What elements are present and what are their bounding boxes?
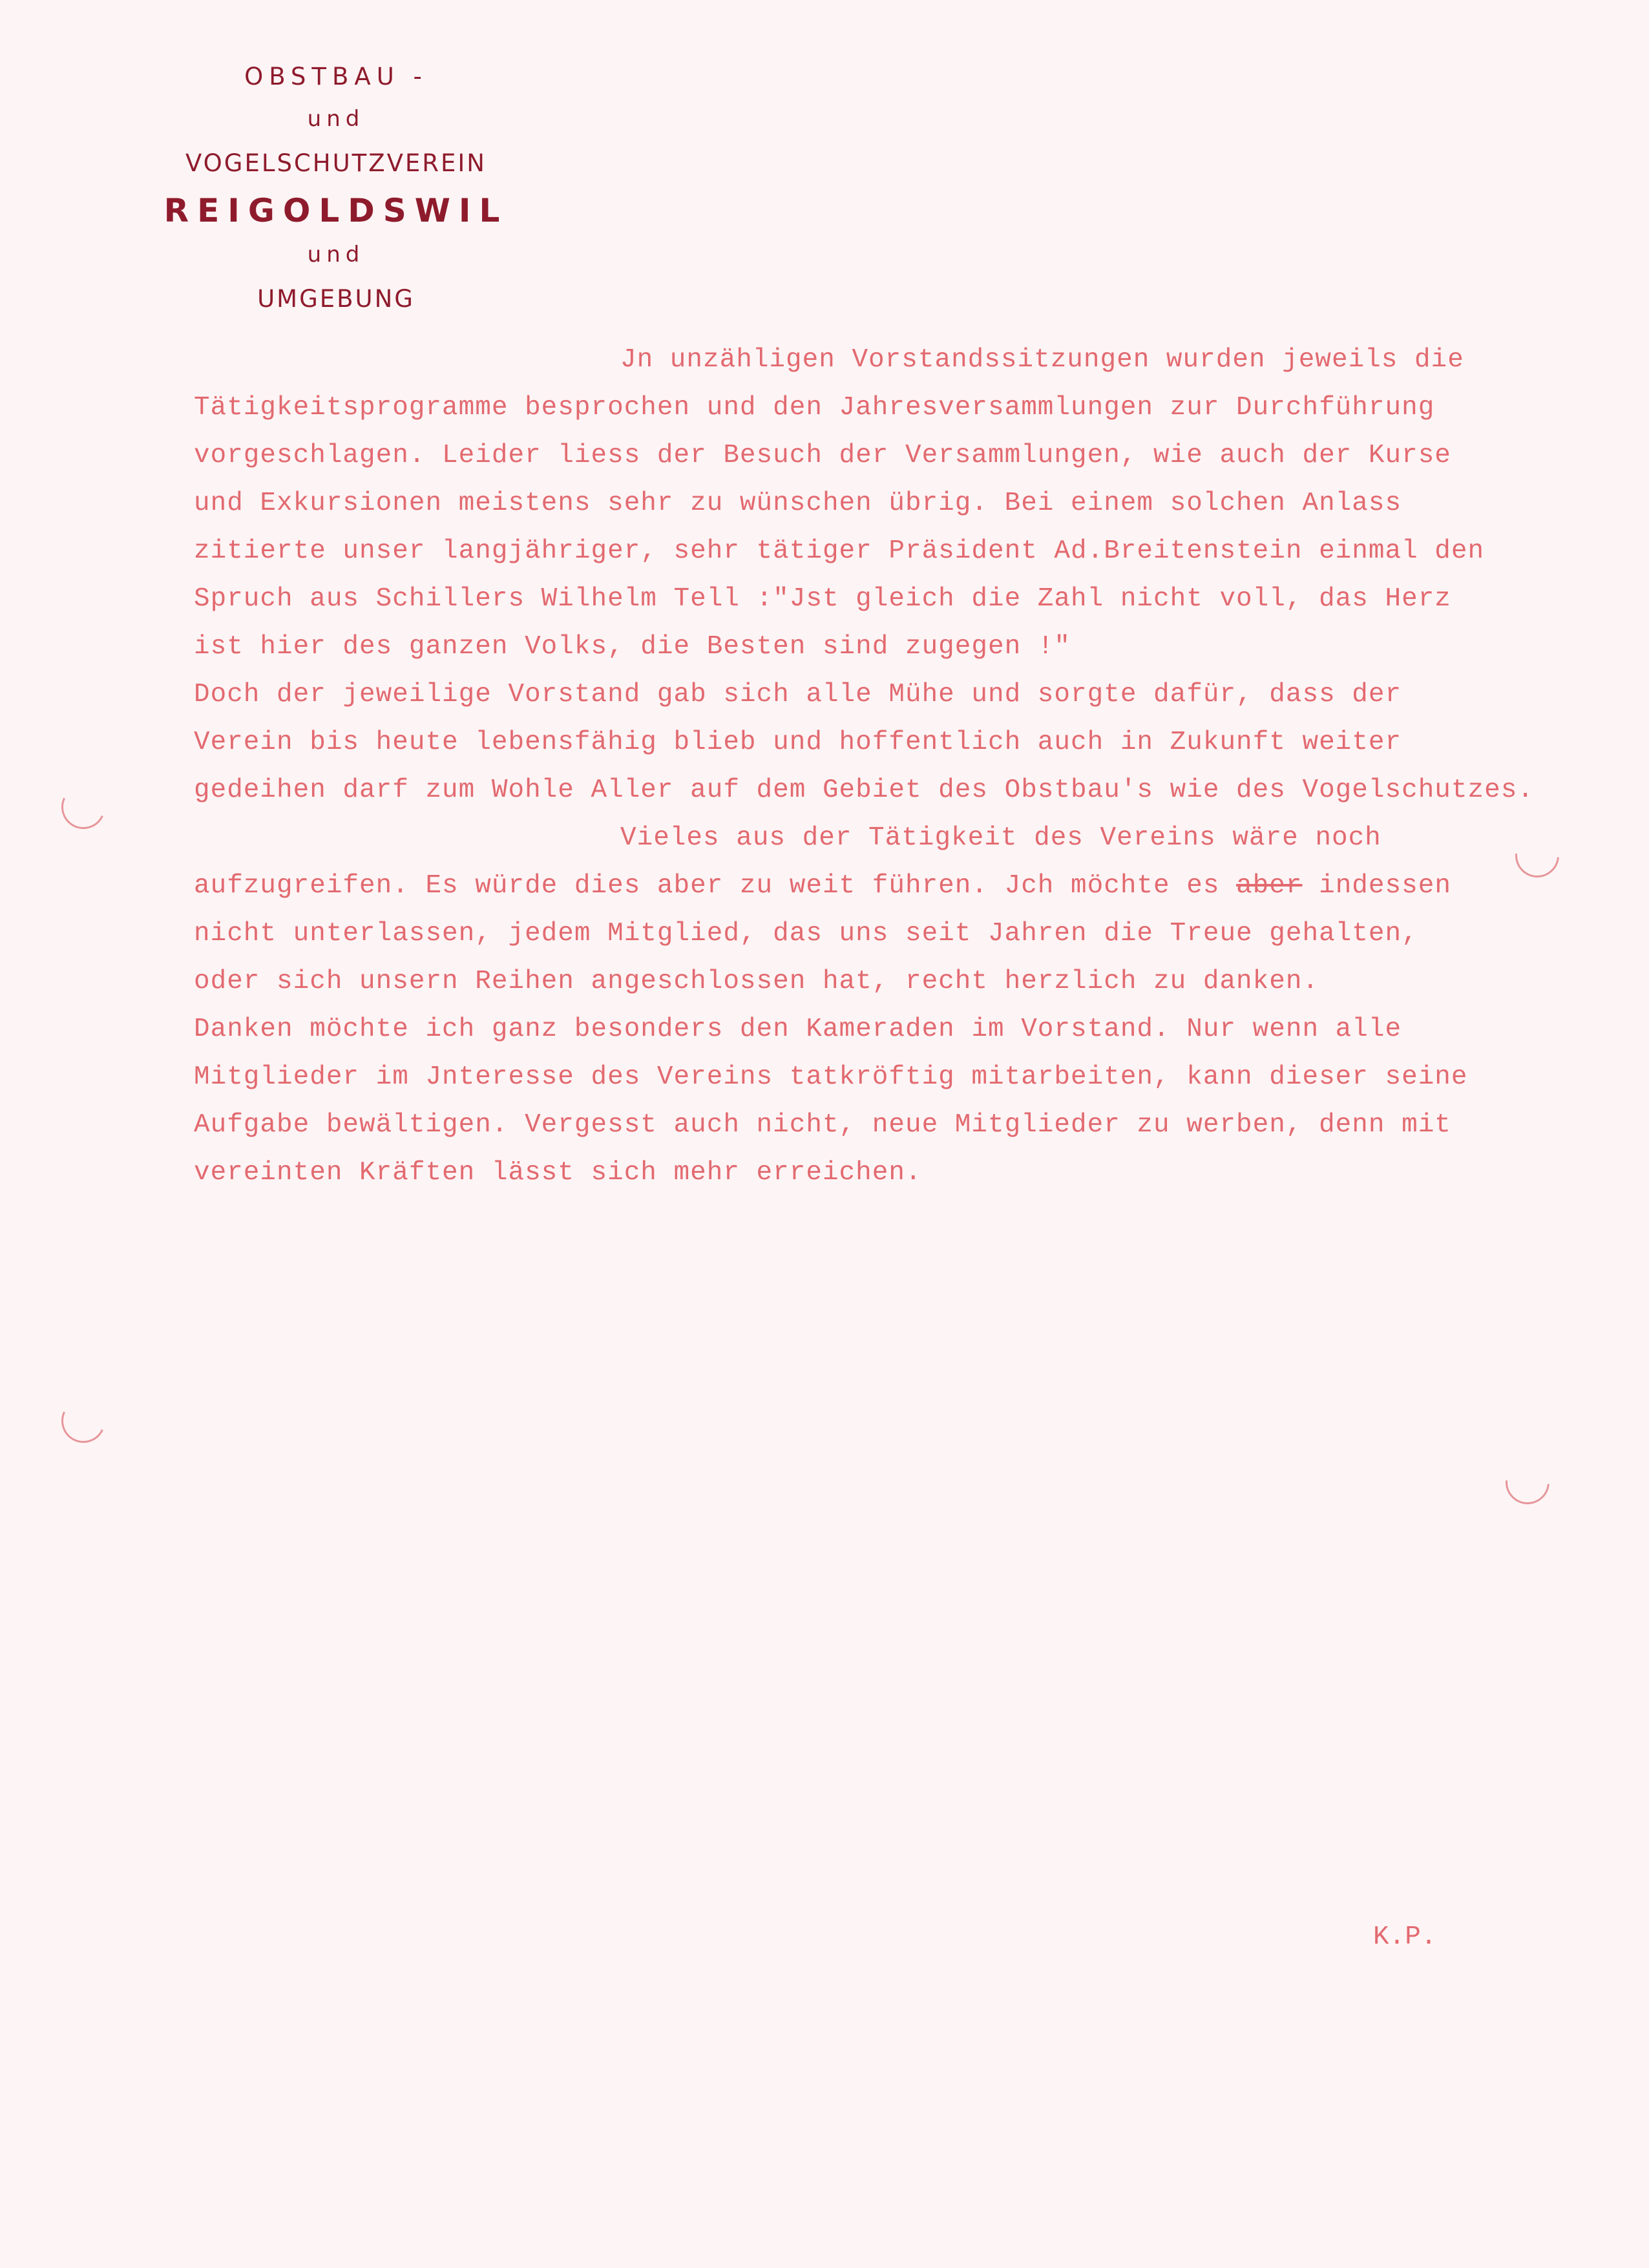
body-line-15: Danken möchte ich ganz besonders den Kameraden im Vorstand. Nur wenn alle bbox=[194, 1014, 1402, 1044]
punch-hole-mark bbox=[55, 779, 111, 835]
letterhead-line-und-2: und bbox=[307, 242, 365, 268]
letterhead-title-reigoldswil: REIGOLDSWIL bbox=[163, 192, 509, 229]
body-line-10: gedeihen darf zum Wohle Aller auf dem Gebiet des Obstbau's wie des Vogelschutzes. bbox=[194, 775, 1534, 805]
body-line-12-text: aufzugreifen. Es würde dies aber zu weit führen. Jch möchte es bbox=[194, 871, 1237, 901]
body-line-4: und Exkursionen meistens sehr zu wünschen übrig. Bei einem solchen Anlass bbox=[194, 488, 1402, 518]
body-line-18: vereinten Kräften lässt sich mehr erreichen. bbox=[194, 1158, 922, 1188]
body-line-9: Verein bis heute lebensfähig blieb und hoffentlich auch in Zukunft weiter bbox=[194, 728, 1402, 757]
body-line-12-tail: indessen bbox=[1302, 871, 1451, 901]
letterhead-line-obstbau: OBSTBAU - bbox=[244, 63, 428, 90]
body-line-17: Aufgabe bewältigen. Vergesst auch nicht, neue Mitglieder zu werben, denn mit bbox=[194, 1110, 1451, 1140]
punch-hole-mark bbox=[1497, 1451, 1559, 1513]
body-line-14: oder sich unsern Reihen angeschlossen hat, recht herzlich zu danken. bbox=[194, 967, 1319, 996]
letterhead bbox=[155, 65, 517, 311]
signature-initials: K.P. bbox=[1373, 1922, 1437, 1952]
letterhead-line-vogelschutzverein: VOGELSCHUTZVEREIN bbox=[185, 149, 487, 177]
body-line-2: Tätigkeitsprogramme besprochen und den Jahresversammlungen zur Durchführung bbox=[194, 393, 1435, 423]
letterhead-line-und: und bbox=[307, 106, 365, 132]
body-line-16: Mitglieder im Jnteresse des Vereins tatkröftig mitarbeiten, kann dieser seine bbox=[194, 1062, 1468, 1092]
struck-word: aber bbox=[1236, 871, 1303, 901]
body-line-1: Jn unzähligen Vorstandssitzungen wurden jeweils die bbox=[620, 345, 1464, 375]
body-line-3: vorgeschlagen. Leider liess der Besuch der Versammlungen, wie auch der Kurse bbox=[194, 441, 1451, 470]
body-line-8: Doch der jeweilige Vorstand gab sich alle Mühe und sorgte dafür, dass der bbox=[194, 680, 1402, 709]
body-line-5: zitierte unser langjähriger, sehr tätiger Präsident Ad.Breitenstein einmal den bbox=[194, 536, 1485, 566]
body-line-13: nicht unterlassen, jedem Mitglied, das uns seit Jahren die Treue gehalten, bbox=[194, 919, 1418, 949]
letterhead-line-umgebung: UMGEBUNG bbox=[257, 285, 415, 313]
body-line-7: ist hier des ganzen Volks, die Besten sind zugegen !" bbox=[194, 632, 1071, 662]
body-line-6: Spruch aus Schillers Wilhelm Tell :"Jst gleich die Zahl nicht voll, das Herz bbox=[194, 584, 1451, 614]
letter-body bbox=[194, 336, 1628, 1197]
punch-hole-mark bbox=[55, 1392, 111, 1449]
body-line-12 bbox=[194, 862, 1628, 910]
body-line-11: Vieles aus der Tätigkeit des Vereins wäre noch bbox=[620, 823, 1381, 853]
